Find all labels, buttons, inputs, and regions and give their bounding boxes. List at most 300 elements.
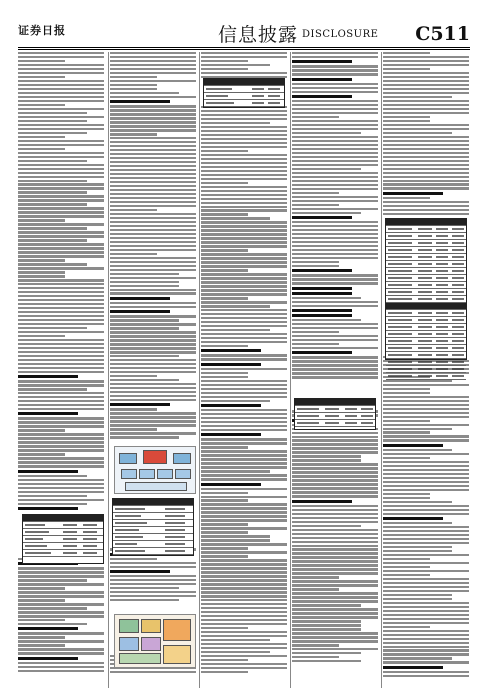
text-line xyxy=(110,359,196,361)
text-line xyxy=(383,642,469,644)
text-line xyxy=(18,191,87,193)
text-line xyxy=(110,76,157,78)
text-line xyxy=(292,192,339,194)
text-line xyxy=(201,198,287,200)
text-line xyxy=(292,152,378,154)
text-line xyxy=(201,519,287,521)
text-line xyxy=(110,80,196,82)
text-line xyxy=(18,231,104,233)
text-line xyxy=(292,521,378,523)
text-line xyxy=(18,404,104,406)
text-column xyxy=(292,52,378,688)
text-line xyxy=(18,303,104,305)
text-line xyxy=(383,630,469,632)
text-line xyxy=(110,281,179,283)
text-line xyxy=(18,441,104,443)
text-line xyxy=(292,572,378,574)
text-line xyxy=(18,64,104,66)
text-line xyxy=(110,331,196,333)
text-line xyxy=(383,52,430,54)
text-line xyxy=(201,384,287,386)
text-line xyxy=(18,152,104,154)
text-line xyxy=(201,446,248,448)
text-line xyxy=(201,643,287,645)
text-line xyxy=(383,530,469,532)
text-line xyxy=(292,164,378,166)
text-line xyxy=(292,331,339,333)
text-line xyxy=(292,204,339,206)
text-line xyxy=(292,241,378,243)
text-line xyxy=(292,616,378,618)
data-table xyxy=(112,498,194,556)
text-line xyxy=(383,550,452,552)
text-line xyxy=(201,663,287,665)
text-line xyxy=(18,347,104,349)
text-line xyxy=(18,311,104,313)
text-line xyxy=(292,91,378,93)
text-line xyxy=(201,659,248,661)
text-line xyxy=(201,134,287,136)
text-line xyxy=(292,580,378,582)
text-line xyxy=(110,88,157,90)
text-line xyxy=(383,192,443,195)
text-line xyxy=(110,253,157,255)
masthead: 证券日报 xyxy=(18,24,66,37)
text-line xyxy=(110,92,179,94)
text-line xyxy=(383,513,469,515)
text-line xyxy=(18,429,65,431)
text-line xyxy=(110,575,196,577)
text-line xyxy=(383,156,469,158)
text-line xyxy=(110,64,196,66)
text-line xyxy=(201,261,287,263)
text-line xyxy=(201,225,287,227)
text-line xyxy=(18,461,104,463)
text-line xyxy=(383,602,469,604)
text-line xyxy=(110,68,196,70)
text-line xyxy=(201,507,287,509)
data-table xyxy=(294,398,376,430)
text-line xyxy=(110,145,196,147)
text-line xyxy=(18,203,87,205)
text-line xyxy=(292,148,378,150)
text-line xyxy=(201,358,287,360)
text-line xyxy=(383,112,469,114)
text-line xyxy=(383,164,469,166)
text-line xyxy=(18,363,104,365)
text-line xyxy=(110,125,196,127)
text-line xyxy=(201,579,287,581)
text-line xyxy=(110,181,196,183)
text-line xyxy=(201,611,287,613)
text-line xyxy=(383,566,430,568)
text-line xyxy=(292,636,378,638)
text-line xyxy=(110,428,157,430)
text-column xyxy=(110,52,196,688)
text-line xyxy=(383,469,469,471)
text-line xyxy=(292,343,339,345)
text-line xyxy=(201,458,287,460)
text-line xyxy=(292,249,378,251)
text-line xyxy=(201,150,248,152)
text-line xyxy=(383,517,443,520)
text-line xyxy=(18,315,104,317)
text-line xyxy=(18,56,104,58)
text-line xyxy=(201,454,287,456)
text-line xyxy=(110,105,196,107)
text-line xyxy=(18,627,78,630)
text-line xyxy=(201,470,270,472)
text-line xyxy=(18,104,65,106)
text-line xyxy=(201,559,287,561)
text-line xyxy=(110,391,196,393)
text-line xyxy=(18,180,87,182)
text-line xyxy=(383,384,469,386)
text-line xyxy=(201,178,287,180)
text-line xyxy=(292,529,378,531)
text-line xyxy=(292,443,378,445)
text-line xyxy=(18,100,104,102)
text-line xyxy=(201,515,287,517)
text-line xyxy=(383,72,469,74)
text-line xyxy=(201,130,287,132)
text-line xyxy=(110,209,157,211)
text-line xyxy=(292,144,378,146)
text-line xyxy=(383,477,469,479)
text-line xyxy=(110,570,170,573)
text-line xyxy=(110,379,179,381)
text-line xyxy=(292,156,378,158)
text-line xyxy=(292,212,361,214)
text-line xyxy=(292,314,352,317)
text-line xyxy=(383,209,469,211)
text-line xyxy=(292,545,378,547)
text-line xyxy=(201,162,287,164)
text-line xyxy=(292,564,378,566)
text-line xyxy=(110,412,196,414)
text-line xyxy=(18,487,104,489)
text-line xyxy=(201,450,287,452)
text-line xyxy=(18,607,87,609)
text-line xyxy=(18,392,104,394)
text-line xyxy=(110,387,196,389)
text-line xyxy=(292,560,378,562)
text-line xyxy=(201,293,287,295)
text-line xyxy=(110,189,196,191)
text-line xyxy=(201,492,248,494)
text-line xyxy=(292,479,378,481)
text-line xyxy=(292,556,378,558)
text-line xyxy=(18,144,104,146)
text-line xyxy=(292,620,361,622)
text-line xyxy=(292,257,378,259)
text-line xyxy=(18,84,104,86)
text-column xyxy=(18,52,104,688)
text-line xyxy=(201,627,248,629)
text-line xyxy=(201,639,270,641)
text-line xyxy=(201,527,287,529)
text-line xyxy=(292,455,361,457)
text-line xyxy=(292,180,378,182)
text-line xyxy=(201,138,287,140)
text-line xyxy=(292,459,361,461)
text-line xyxy=(18,235,104,237)
text-line xyxy=(18,657,78,660)
text-line xyxy=(383,675,469,677)
text-line xyxy=(201,421,287,423)
text-line xyxy=(292,509,378,511)
text-line xyxy=(201,301,287,303)
text-line xyxy=(110,72,196,74)
text-line xyxy=(292,436,378,438)
text-line xyxy=(201,607,287,609)
text-line xyxy=(110,562,196,564)
text-line xyxy=(292,360,378,362)
text-line xyxy=(18,425,104,427)
text-line xyxy=(110,343,196,345)
text-line xyxy=(383,614,469,616)
text-line xyxy=(292,168,361,170)
text-line xyxy=(110,96,196,98)
text-line xyxy=(292,78,352,81)
text-line xyxy=(383,132,452,134)
text-line xyxy=(201,170,287,172)
text-line xyxy=(18,499,104,501)
text-line xyxy=(18,275,65,277)
text-line xyxy=(18,243,104,245)
text-line xyxy=(383,522,452,524)
text-line xyxy=(383,590,469,592)
text-line xyxy=(110,420,196,422)
text-line xyxy=(383,168,469,170)
text-line xyxy=(383,481,469,483)
text-line xyxy=(110,383,196,385)
text-line xyxy=(292,73,378,75)
text-line xyxy=(383,100,469,102)
text-line xyxy=(110,351,196,353)
text-line xyxy=(201,202,287,204)
text-line xyxy=(18,295,104,297)
text-line xyxy=(292,356,378,358)
text-line xyxy=(292,136,378,138)
text-line xyxy=(110,323,196,325)
text-line xyxy=(383,562,469,564)
text-line xyxy=(110,249,196,251)
text-line xyxy=(110,245,196,247)
text-line xyxy=(110,157,196,159)
text-line xyxy=(110,193,196,195)
text-line xyxy=(110,173,196,175)
text-line xyxy=(201,555,248,557)
text-line xyxy=(292,644,339,646)
text-line xyxy=(292,292,352,295)
text-line xyxy=(110,292,196,294)
text-line xyxy=(383,657,452,659)
text-line xyxy=(201,249,248,251)
text-line xyxy=(18,195,104,197)
text-line xyxy=(201,190,287,192)
text-line xyxy=(201,647,287,649)
text-line xyxy=(292,196,378,198)
text-line xyxy=(110,371,196,373)
text-line xyxy=(18,259,65,261)
text-line xyxy=(201,531,248,533)
text-line xyxy=(201,396,287,398)
text-line xyxy=(383,197,430,199)
text-line xyxy=(292,624,361,626)
text-line xyxy=(18,323,104,325)
text-line xyxy=(201,206,287,208)
text-line xyxy=(18,88,104,90)
text-line xyxy=(383,380,452,382)
text-line xyxy=(18,457,104,459)
text-line xyxy=(292,432,378,434)
text-line xyxy=(110,277,196,279)
text-line xyxy=(383,431,430,433)
text-line xyxy=(110,109,196,111)
text-line xyxy=(383,400,469,402)
text-line xyxy=(110,117,196,119)
text-line xyxy=(201,483,261,486)
text-line xyxy=(292,172,378,174)
text-line xyxy=(110,84,157,86)
text-line xyxy=(292,339,378,341)
text-line xyxy=(201,64,270,66)
text-line xyxy=(292,278,378,280)
text-line xyxy=(110,185,196,187)
text-line xyxy=(201,499,248,501)
text-line xyxy=(383,638,469,640)
text-line xyxy=(292,660,361,662)
text-line xyxy=(110,241,196,243)
text-line xyxy=(110,205,196,207)
text-line xyxy=(110,306,196,308)
text-line xyxy=(18,396,104,398)
text-line xyxy=(18,168,104,170)
diagram-figure xyxy=(114,446,196,494)
text-line xyxy=(201,122,270,124)
text-line xyxy=(18,595,104,597)
text-line xyxy=(201,182,248,184)
text-line xyxy=(201,496,287,498)
text-line xyxy=(110,566,196,568)
text-line xyxy=(18,215,104,217)
text-line xyxy=(18,470,78,473)
text-line xyxy=(292,584,378,586)
text-line xyxy=(383,594,452,596)
text-line xyxy=(383,497,430,499)
text-line xyxy=(383,68,430,70)
text-line xyxy=(383,606,469,608)
text-line xyxy=(383,457,430,459)
text-line xyxy=(18,567,104,569)
text-line xyxy=(201,281,287,283)
text-line xyxy=(110,579,196,581)
text-line xyxy=(18,575,104,577)
text-line xyxy=(292,160,378,162)
text-line xyxy=(292,596,378,598)
text-line xyxy=(292,471,378,473)
text-line xyxy=(383,408,469,410)
text-line xyxy=(18,421,104,423)
text-line xyxy=(383,160,469,162)
text-line xyxy=(201,623,287,625)
text-line xyxy=(383,152,469,154)
text-line xyxy=(383,661,469,663)
text-line xyxy=(292,269,352,272)
text-line xyxy=(201,466,287,468)
text-line xyxy=(383,453,469,455)
text-line xyxy=(292,309,352,312)
text-line xyxy=(292,116,339,118)
text-line xyxy=(18,587,65,589)
text-line xyxy=(18,283,104,285)
text-line xyxy=(18,287,104,289)
text-line xyxy=(292,548,378,550)
text-line xyxy=(110,327,179,329)
text-line xyxy=(383,420,430,422)
text-line xyxy=(383,128,469,130)
text-line xyxy=(18,599,65,601)
text-line xyxy=(110,289,196,291)
text-column xyxy=(201,52,287,688)
text-line xyxy=(201,413,287,415)
text-line xyxy=(18,384,104,386)
text-line xyxy=(201,237,287,239)
text-line xyxy=(201,567,287,569)
text-line xyxy=(383,205,469,207)
text-line xyxy=(292,541,378,543)
text-line xyxy=(383,416,469,418)
text-line xyxy=(201,631,287,633)
text-line xyxy=(18,400,104,402)
text-line xyxy=(201,651,270,653)
text-line xyxy=(383,120,430,122)
text-line xyxy=(383,526,469,528)
text-line xyxy=(201,257,287,259)
text-line xyxy=(292,475,378,477)
text-line xyxy=(201,72,287,74)
text-line xyxy=(110,269,196,271)
text-line xyxy=(18,199,104,201)
text-line xyxy=(110,558,157,560)
text-line xyxy=(292,491,378,493)
text-line xyxy=(292,221,378,223)
text-line xyxy=(383,428,452,430)
text-line xyxy=(201,547,248,549)
text-line xyxy=(201,433,261,436)
text-line xyxy=(110,595,196,597)
text-line xyxy=(201,388,287,390)
text-line xyxy=(383,646,469,648)
text-line xyxy=(201,174,287,176)
text-line xyxy=(292,347,378,349)
text-line xyxy=(110,261,196,263)
text-line xyxy=(292,537,378,539)
text-line xyxy=(292,95,352,98)
text-line xyxy=(110,201,196,203)
text-line xyxy=(201,265,287,267)
text-line xyxy=(18,96,104,98)
text-line xyxy=(383,80,469,82)
text-line xyxy=(18,72,104,74)
text-line xyxy=(201,474,287,476)
text-line xyxy=(110,225,196,227)
text-line xyxy=(383,88,469,90)
text-line xyxy=(201,186,287,188)
text-line xyxy=(18,108,104,110)
text-line xyxy=(201,425,287,427)
